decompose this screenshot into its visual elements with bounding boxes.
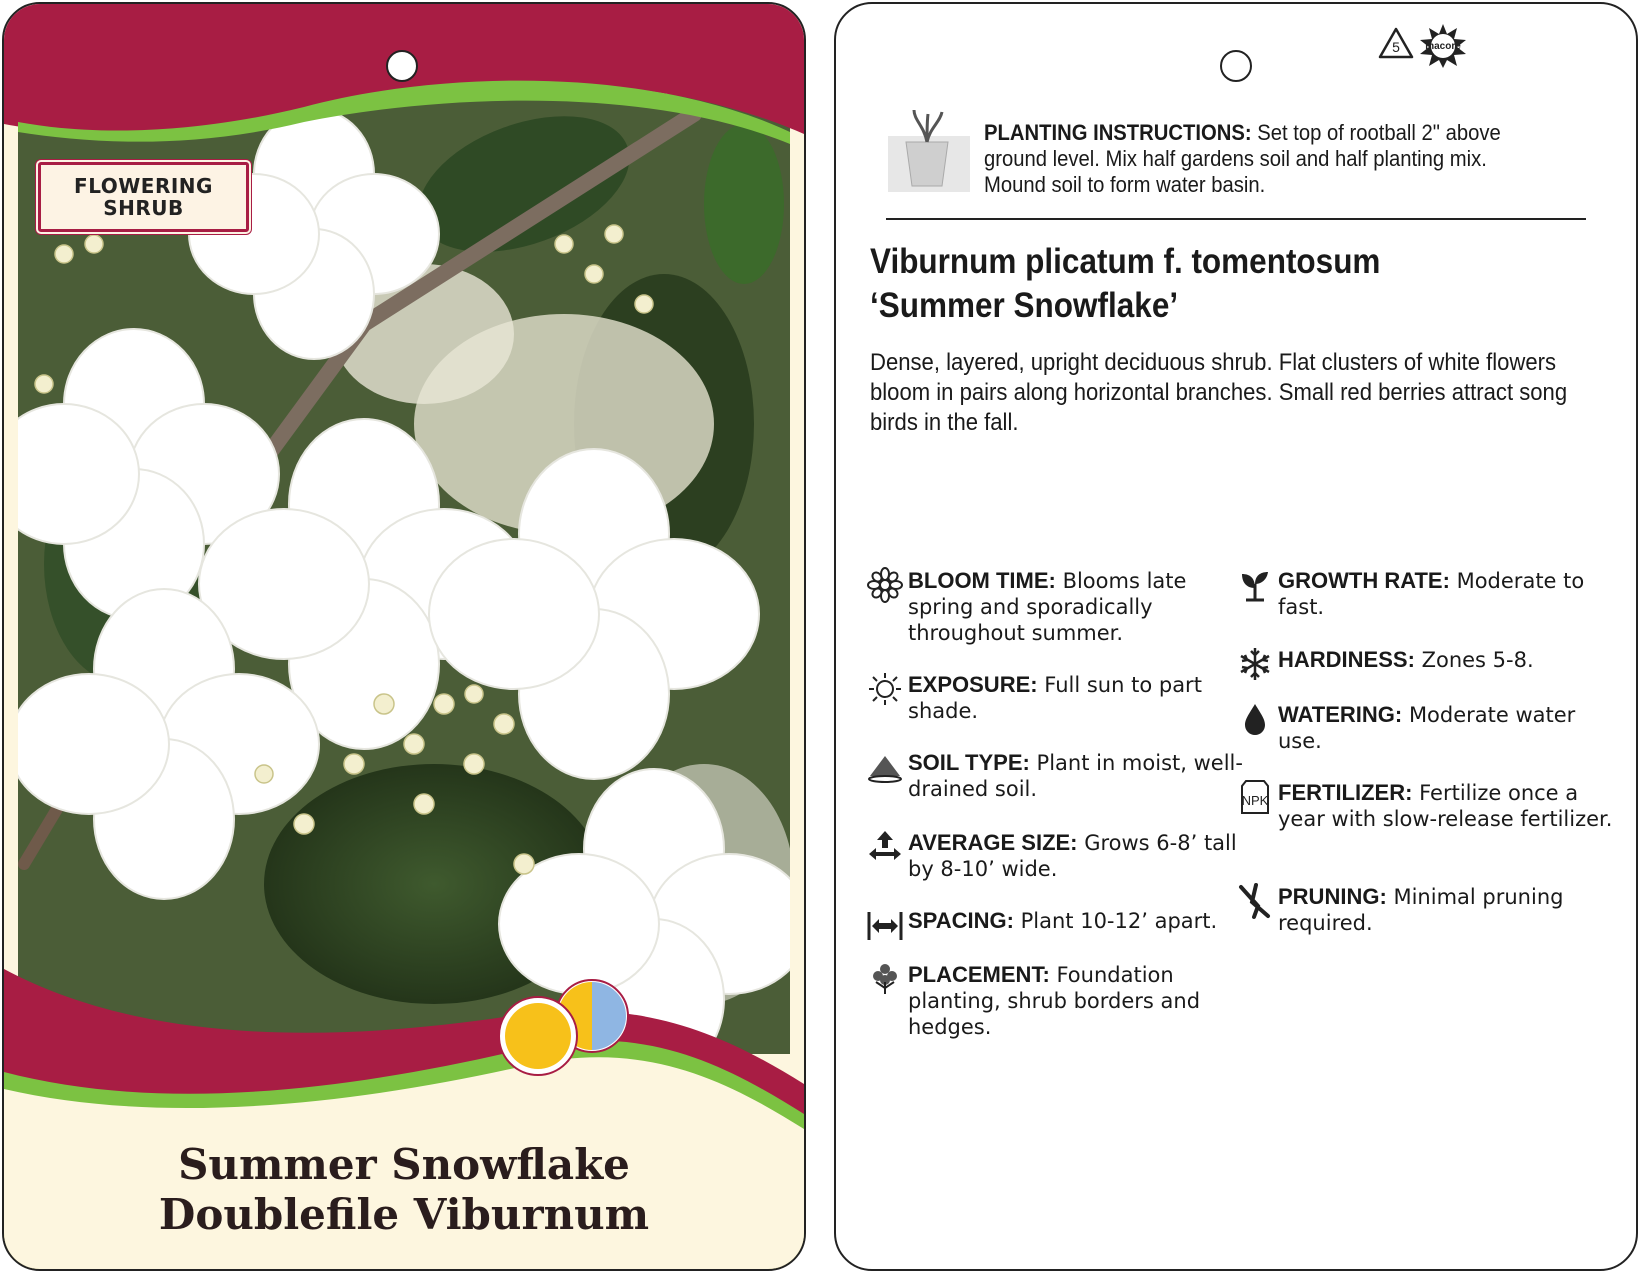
- npk-label: NPK: [1241, 793, 1269, 808]
- potted-plant-icon: [884, 106, 974, 196]
- exposure-attribute: [908, 672, 1248, 724]
- planting-text: Set top of rootball 2" above ground level. Mix half gardens soil and half planting mix. Mound soil to form water basin.: [984, 120, 1501, 197]
- growth-rate-attribute: [1278, 568, 1618, 620]
- attr-text: Moderate to fast.: [1278, 569, 1585, 619]
- spacing-icon: [866, 906, 904, 944]
- average-size-attribute: [908, 830, 1248, 882]
- fertilizer-icon: [1236, 778, 1274, 816]
- common-name-line-2: Doublefile Viburnum: [158, 1190, 650, 1239]
- planting-label: PLANTING INSTRUCTIONS:: [984, 120, 1252, 145]
- attr-label: WATERING:: [1278, 702, 1403, 727]
- size-icon: [866, 828, 904, 866]
- attr-text: Zones 5-8.: [1421, 648, 1534, 672]
- full-sun-icon: [499, 997, 577, 1075]
- attr-label: SOIL TYPE:: [908, 750, 1030, 775]
- placement-attribute: [908, 962, 1248, 1040]
- attr-text: Full sun to part shade.: [908, 673, 1202, 723]
- attr-text: Plant in moist, well-drained soil.: [908, 751, 1243, 801]
- recycle-code: 5: [1392, 39, 1400, 55]
- botanical-name-line-1: Viburnum plicatum f. tomentosum: [870, 242, 1381, 281]
- attr-text: Blooms late spring and sporadically throughout summer.: [908, 569, 1187, 645]
- back-tag: [834, 2, 1638, 1271]
- watering-attribute: [1278, 702, 1618, 754]
- attr-text: Foundation planting, shrub borders and hedges.: [908, 963, 1201, 1039]
- attr-text: Moderate water use.: [1278, 703, 1576, 753]
- botanical-name: [870, 240, 1380, 328]
- bloom-time-attribute: [908, 568, 1248, 646]
- fertilizer-attribute: [1241, 780, 1618, 832]
- badge-line-2: SHRUB: [103, 196, 184, 220]
- badge-line-1: FLOWERING: [74, 174, 213, 198]
- attr-label: GROWTH RATE:: [1278, 568, 1450, 593]
- attr-label: BLOOM TIME:: [908, 568, 1056, 593]
- common-name-line-1: Summer Snowflake: [178, 1140, 630, 1189]
- macore-logo-icon: [1416, 22, 1470, 68]
- flower-photo: [4, 90, 804, 1079]
- soil-type-attribute: [908, 750, 1248, 802]
- pruners-icon: [1236, 882, 1274, 920]
- brand-name: macore: [1425, 41, 1461, 52]
- sun-icon: [866, 670, 904, 708]
- sprout-icon: [1236, 566, 1274, 604]
- front-tag: [2, 2, 806, 1271]
- attr-label: FERTILIZER:: [1278, 780, 1413, 805]
- hang-hole: [1220, 50, 1252, 82]
- recycle-icon: [1376, 26, 1416, 62]
- attr-text: Fertilize once a year with slow-release fertilizer.: [1278, 781, 1613, 831]
- attr-label: PLACEMENT:: [908, 962, 1050, 987]
- spacing-attribute: [908, 908, 1248, 934]
- attr-label: PRUNING:: [1278, 884, 1387, 909]
- attr-text: Plant 10-12’ apart.: [1020, 909, 1218, 933]
- snowflake-icon: [1236, 645, 1274, 683]
- botanical-name-line-2: ‘Summer Snowflake’: [870, 286, 1179, 325]
- attr-text: Grows 6-8’ tall by 8-10’ wide.: [908, 831, 1237, 881]
- plant-description: Dense, layered, upright deciduous shrub. Flat clusters of white flowers bloom in pairs along horizontal branches. Small red berries attract song birds in the fall.: [870, 349, 1568, 436]
- attr-label: HARDINESS:: [1278, 647, 1415, 672]
- category-badge: [38, 162, 249, 232]
- placement-icon: [866, 960, 904, 998]
- flower-icon: [866, 566, 904, 604]
- divider: [886, 218, 1586, 220]
- soil-icon: [866, 748, 904, 786]
- attr-text: Minimal pruning required.: [1278, 885, 1564, 935]
- attr-label: AVERAGE SIZE:: [908, 830, 1078, 855]
- water-drop-icon: [1236, 700, 1274, 738]
- planting-instructions: [884, 106, 1574, 216]
- attr-label: SPACING:: [908, 908, 1014, 933]
- attr-label: EXPOSURE:: [908, 672, 1038, 697]
- hardiness-attribute: [1278, 647, 1618, 673]
- pruning-attribute: [1278, 884, 1618, 936]
